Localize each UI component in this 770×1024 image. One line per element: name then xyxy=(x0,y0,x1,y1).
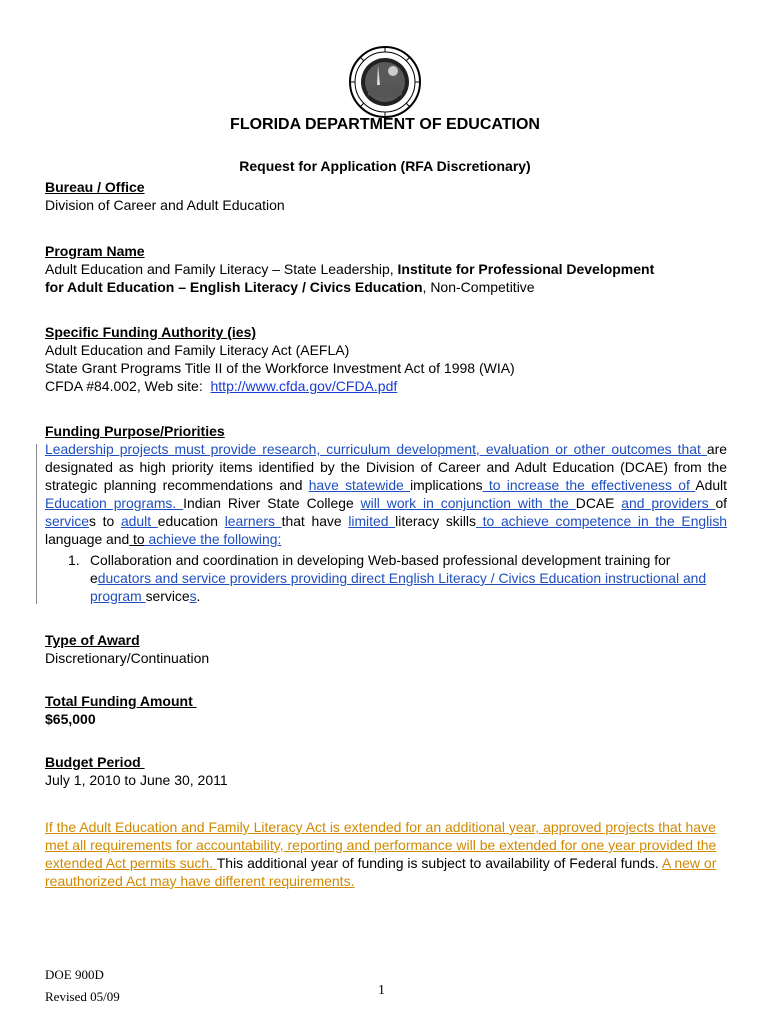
authority-line-2: State Grant Programs Title II of the Workforce Investment Act of 1998 (WIA) xyxy=(45,360,515,376)
award-heading: Type of Award xyxy=(45,632,140,648)
funding-section xyxy=(45,692,727,728)
program-section: Program Name Adult Education and Family Literacy – State Leadership, Institute for Professional Development for Adult Education – English Literacy / Civics Education, Non-Competitive xyxy=(45,242,727,296)
bureau-value: Division of Career and Adult Education xyxy=(45,197,285,213)
purpose-section xyxy=(45,422,727,548)
list-item-text: Collaboration and coordination in developing Web-based professional development training for educators and service providers providing direct English Literacy / Civics Education instructional and program services. xyxy=(90,552,707,604)
program-value: Adult Education and Family Literacy – State Leadership, Institute for Professional Development xyxy=(45,261,655,277)
authority-line-3: CFDA #84.002, Web site: http://www.cfda.gov/CFDA.pdf xyxy=(45,378,398,394)
budget-section xyxy=(45,753,727,789)
authority-line-1: Adult Education and Family Literacy Act (AEFLA) xyxy=(45,342,350,358)
florida-seal-icon xyxy=(348,45,422,119)
page-number: 1 xyxy=(378,983,385,998)
bureau-heading: Bureau / Office xyxy=(45,179,145,195)
funding-value: $65,000 xyxy=(45,711,96,727)
program-heading: Program Name xyxy=(45,243,145,259)
bureau-section xyxy=(45,178,727,214)
revision-date: Revised 05/09 xyxy=(45,989,120,1004)
award-value: Discretionary/Continuation xyxy=(45,650,210,666)
award-section xyxy=(45,631,727,667)
extension-paragraph: If the Adult Education and Family Literacy Act is extended for an additional year, approved projects that have met all requirements for accountability, reporting and performance will be extended for one year provided the extended Act permits such. This additional year of funding is subject to availability of Federal funds. A new or reauthorized Act may have different requirements. xyxy=(45,819,717,889)
cfda-link[interactable]: http://www.cfda.gov/CFDA.pdf xyxy=(210,378,398,394)
page-subtitle: Request for Application (RFA Discretionary) xyxy=(239,158,531,174)
purpose-heading: Funding Purpose/Priorities xyxy=(45,423,225,439)
authority-heading: Specific Funding Authority (ies) xyxy=(45,324,257,340)
priority-list-item xyxy=(68,551,727,605)
page-title: FLORIDA DEPARTMENT OF EDUCATION xyxy=(230,116,540,133)
form-number: DOE 900D xyxy=(45,967,104,982)
authority-section xyxy=(45,323,727,395)
purpose-paragraph: Leadership projects must provide research, curriculum development, evaluation or other outcomes that are designated as high priority items identified by the Division of Career and Adult Education (DCAE) from the strategic planning recommendations and have statewide implications to increase the effectiveness of Adult Education programs. Indian River State College will work in conjunction with the DCAE and providers of services to adult education learners that have limited literacy skills to achieve competence in the English language and to achieve the following: xyxy=(45,441,728,547)
funding-heading: Total Funding Amount xyxy=(45,693,197,709)
budget-value: July 1, 2010 to June 30, 2011 xyxy=(45,772,228,788)
list-number: 1. xyxy=(68,552,80,568)
budget-heading: Budget Period xyxy=(45,754,145,770)
revision-change-bar xyxy=(36,444,37,604)
